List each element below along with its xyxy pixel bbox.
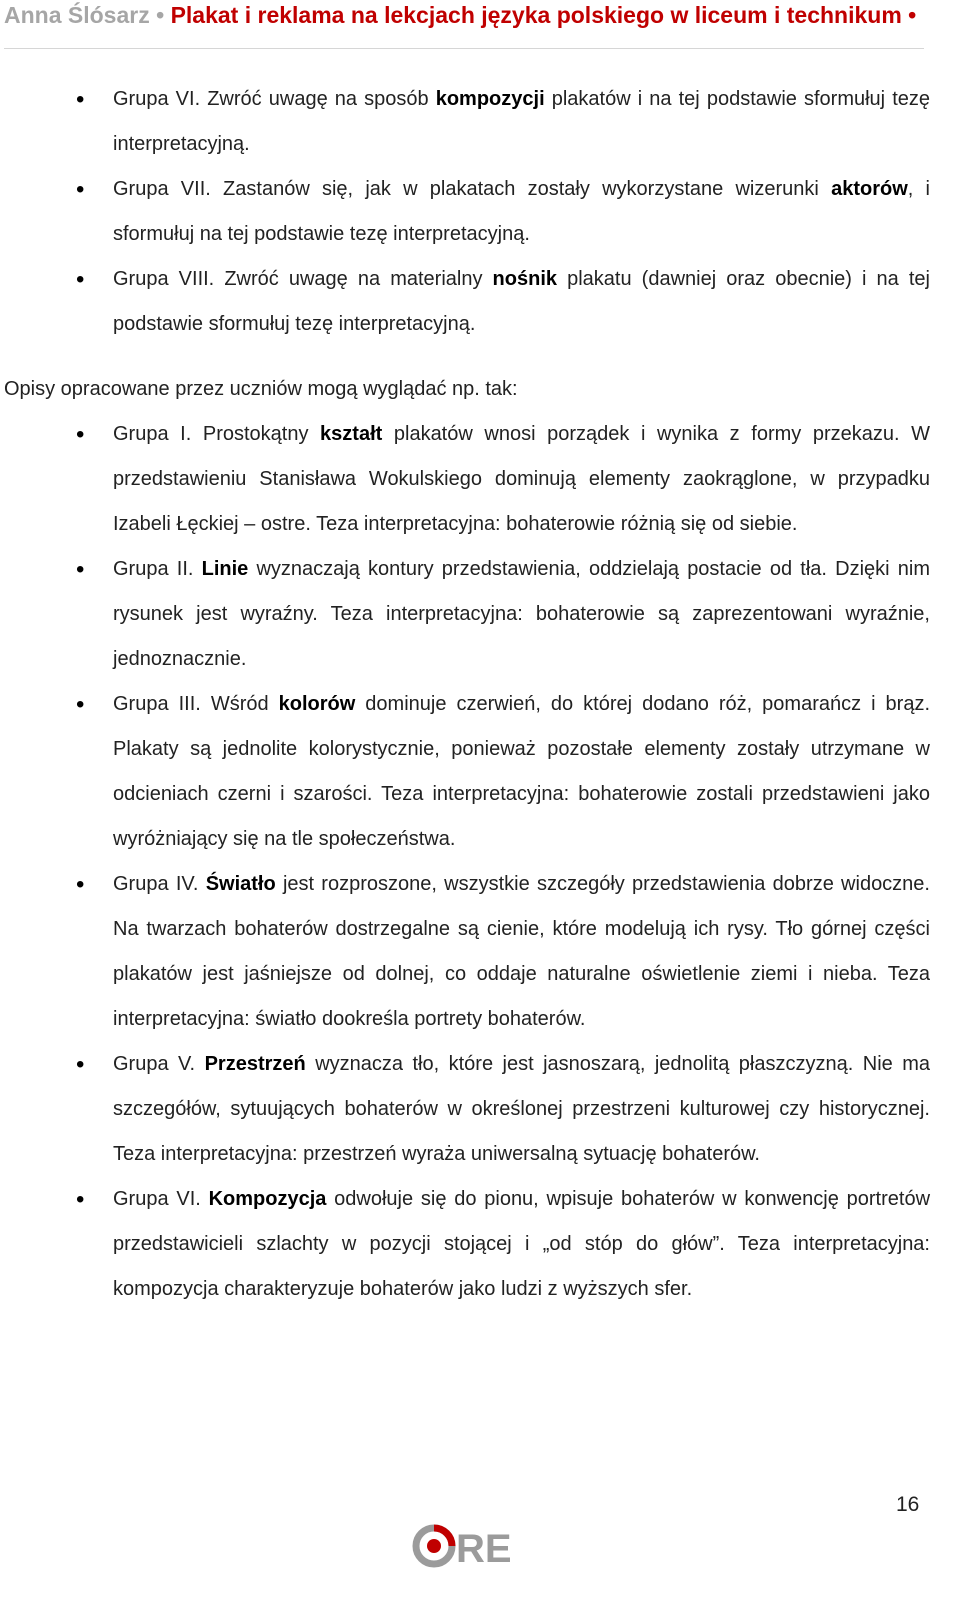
description-item: • Grupa III. Wśród kolorów dominuje czerwień, do której dodano róż, pomarańcz i brąz. Plakaty są jednolite kolorystycznie, ponieważ pozostałe elementy zostały utrzymane w odcieniach czerni i szarości. Teza interpretacyjna: bohaterowie zostali przedstawieni jako wyróżniający się na tle społeczeństwa. [0,682,930,862]
page-header [4,0,924,38]
key-term: nośnik [492,268,557,290]
description-item: • Grupa I. Prostokątny kształt plakatów wnosi porządek i wynika z formy przekazu. W przedstawieniu Stanisława Wokulskiego dominują elementy zaokrąglone, w przypadku Izabeli Łęckiej – ostre. Teza interpretacyjna: bohaterowie różnią się od siebie. [0,412,930,547]
description-item: • Grupa VI. Kompozycja odwołuje się do pionu, wpisuje bohaterów w konwencję portretów przedstawicieli szlachty w pozycji stojącej i „od stóp do głów”. Teza interpretacyjna: kompozycja charakteryzuje bohaterów jako ludzi z wyższych sfer. [0,1177,930,1312]
key-term: Kompozycja [208,1188,327,1210]
header-author: Anna Ślósarz [4,2,150,28]
key-term: Linie [201,558,249,580]
header-title: Plakat i reklama na lekcjach języka polskiego w liceum i technikum [170,2,902,28]
svg-text:RE: RE [456,1527,512,1570]
header-trailing-bullet: • [908,2,917,28]
key-term: Światło [205,873,276,895]
page-number: 16 [896,1493,920,1516]
key-term: kompozycji [435,88,545,110]
description-item: • Grupa V. Przestrzeń wyznacza tło, które jest jasnoszarą, jednolitą płaszczyzną. Nie ma szczegółów, sytuujących bohaterów w określonej przestrzeni kulturowej czy historycznej. Teza interpretacyjna: przestrzeń wyraża uniwersalną sytuację bohaterów. [0,1042,930,1177]
key-term: Przestrzeń [204,1053,306,1075]
description-item: • Grupa II. Linie wyznaczają kontury przedstawienia, oddzielają postacie od tła. Dzięki nim rysunek jest wyraźny. Teza interpretacyjna: bohaterowie są zaprezentowani wyraźnie, jednoznacznie. [0,547,930,682]
task-item: • Grupa VII. Zastanów się, jak w plakatach zostały wykorzystane wizerunki aktorów, i sformułuj na tej podstawie tezę interpretacyjną. [0,167,930,257]
description-item: • Grupa IV. Światło jest rozproszone, wszystkie szczegóły przedstawienia dobrze widoczne. Na twarzach bohaterów dostrzegalne są cienie, które modelują ich rysy. Tło górnej części plakatów jest jaśniejsze od dolnej, co oddaje naturalne oświetlenie ziemi i nieba. Teza interpretacyjna: światło dookreśla portrety bohaterów. [0,862,930,1042]
key-term: kształt [320,423,383,445]
ore-logo [412,1520,522,1570]
task-list [0,77,930,347]
task-item: • Grupa VI. Zwróć uwagę na sposób kompozycji plakatów i na tej podstawie sformułuj tezę interpretacyjną. [0,77,930,167]
header-separator: • [156,2,171,28]
document-body [0,77,930,1312]
header-divider [4,48,924,49]
task-item: • Grupa VIII. Zwróć uwagę na materialny nośnik plakatu (dawniej oraz obecnie) i na tej podstawie sformułuj tezę interpretacyjną. [0,257,930,347]
description-list [0,412,930,1312]
intro-paragraph: Opisy opracowane przez uczniów mogą wyglądać np. tak: [4,378,518,400]
key-term: kolorów [278,693,356,715]
key-term: aktorów [831,178,908,200]
